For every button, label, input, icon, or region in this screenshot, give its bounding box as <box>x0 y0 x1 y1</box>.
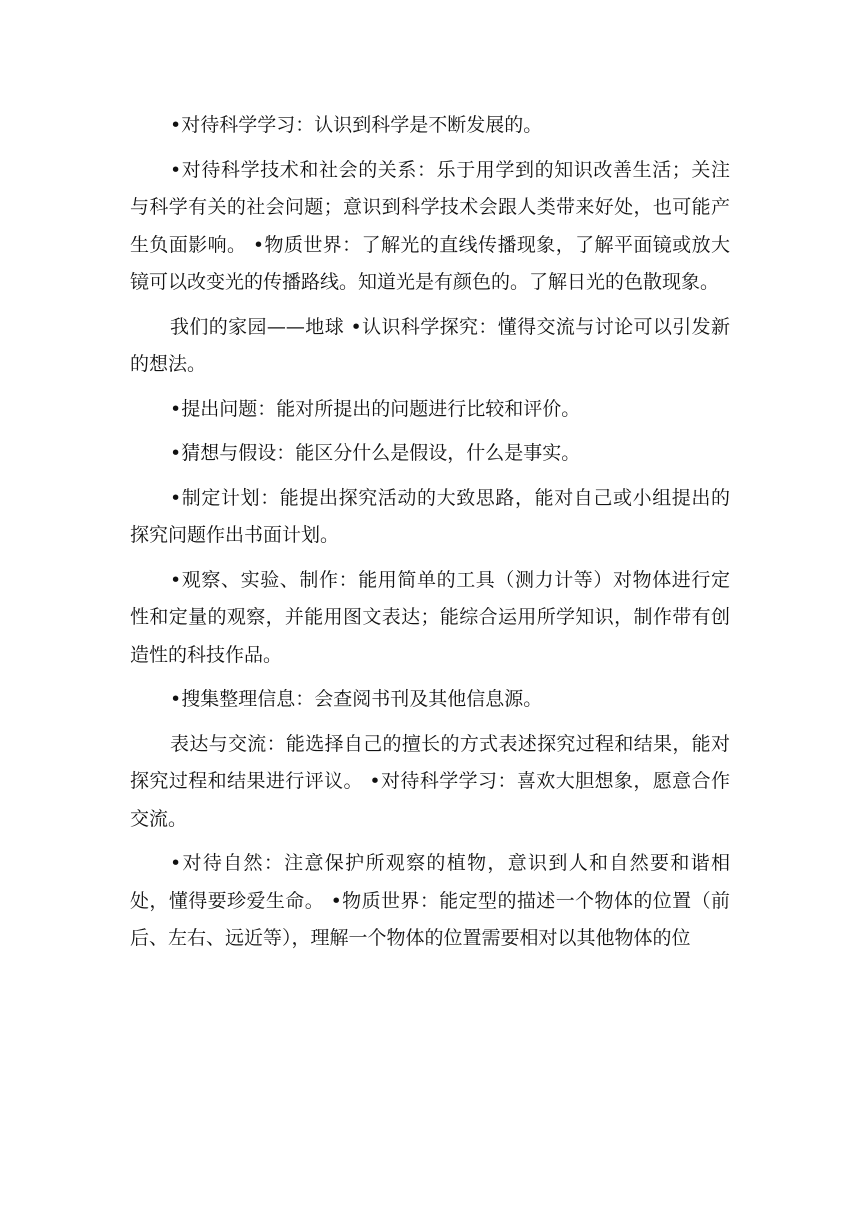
paragraph-attitude-science-learning: •对待科学学习：认识到科学是不断发展的。 <box>170 114 543 136</box>
paragraph-our-home-earth: 我们的家园——地球 •认识科学探究：懂得交流与讨论可以引发新的想法。 <box>130 315 730 375</box>
document-page <box>130 107 730 965</box>
paragraph-make-plan: •制定计划：能提出探究活动的大致思路，能对自己或小组提出的探究问题作出书面计划。 <box>130 486 730 546</box>
paragraph-attitude-nature: •对待自然：注意保护所观察的植物，意识到人和自然要和谐相处，懂得要珍爱生命。 •物质世界：能定型的描述一个物体的位置（前后、左右、远近等），理解一个物体的位置需要相对以其他物体的位 <box>130 852 730 949</box>
paragraph-collect-information: •搜集整理信息：会查阅书刊及其他信息源。 <box>170 688 543 710</box>
paragraph-express-communicate: 表达与交流：能选择自己的擅长的方式表述探究过程和结果，能对探究过程和结果进行评议。 •对待科学学习：喜欢大胆想象，愿意合作交流。 <box>130 732 730 830</box>
paragraph-hypothesis: •猜想与假设：能区分什么是假设，什么是事实。 <box>170 442 581 464</box>
paragraph-observe-experiment: •观察、实验、制作：能用简单的工具（测力计等）对物体进行定性和定量的观察，并能用图文表达；能综合运用所学知识，制作带有创造性的科技作品。 <box>130 568 730 666</box>
paragraph-science-society-light: •对待科学技术和社会的关系：乐于用学到的知识改善生活；关注与科学有关的社会问题；意识到科学技术会跟人类带来好处，也可能产生负面影响。 •物质世界：了解光的直线传播现象，了解平面镜或放大镜可以改变光的传播路线。知道光是有颜色的。了解日光的色散现象。 <box>130 158 730 293</box>
paragraph-ask-questions: •提出问题：能对所提出的问题进行比较和评价。 <box>170 397 581 420</box>
